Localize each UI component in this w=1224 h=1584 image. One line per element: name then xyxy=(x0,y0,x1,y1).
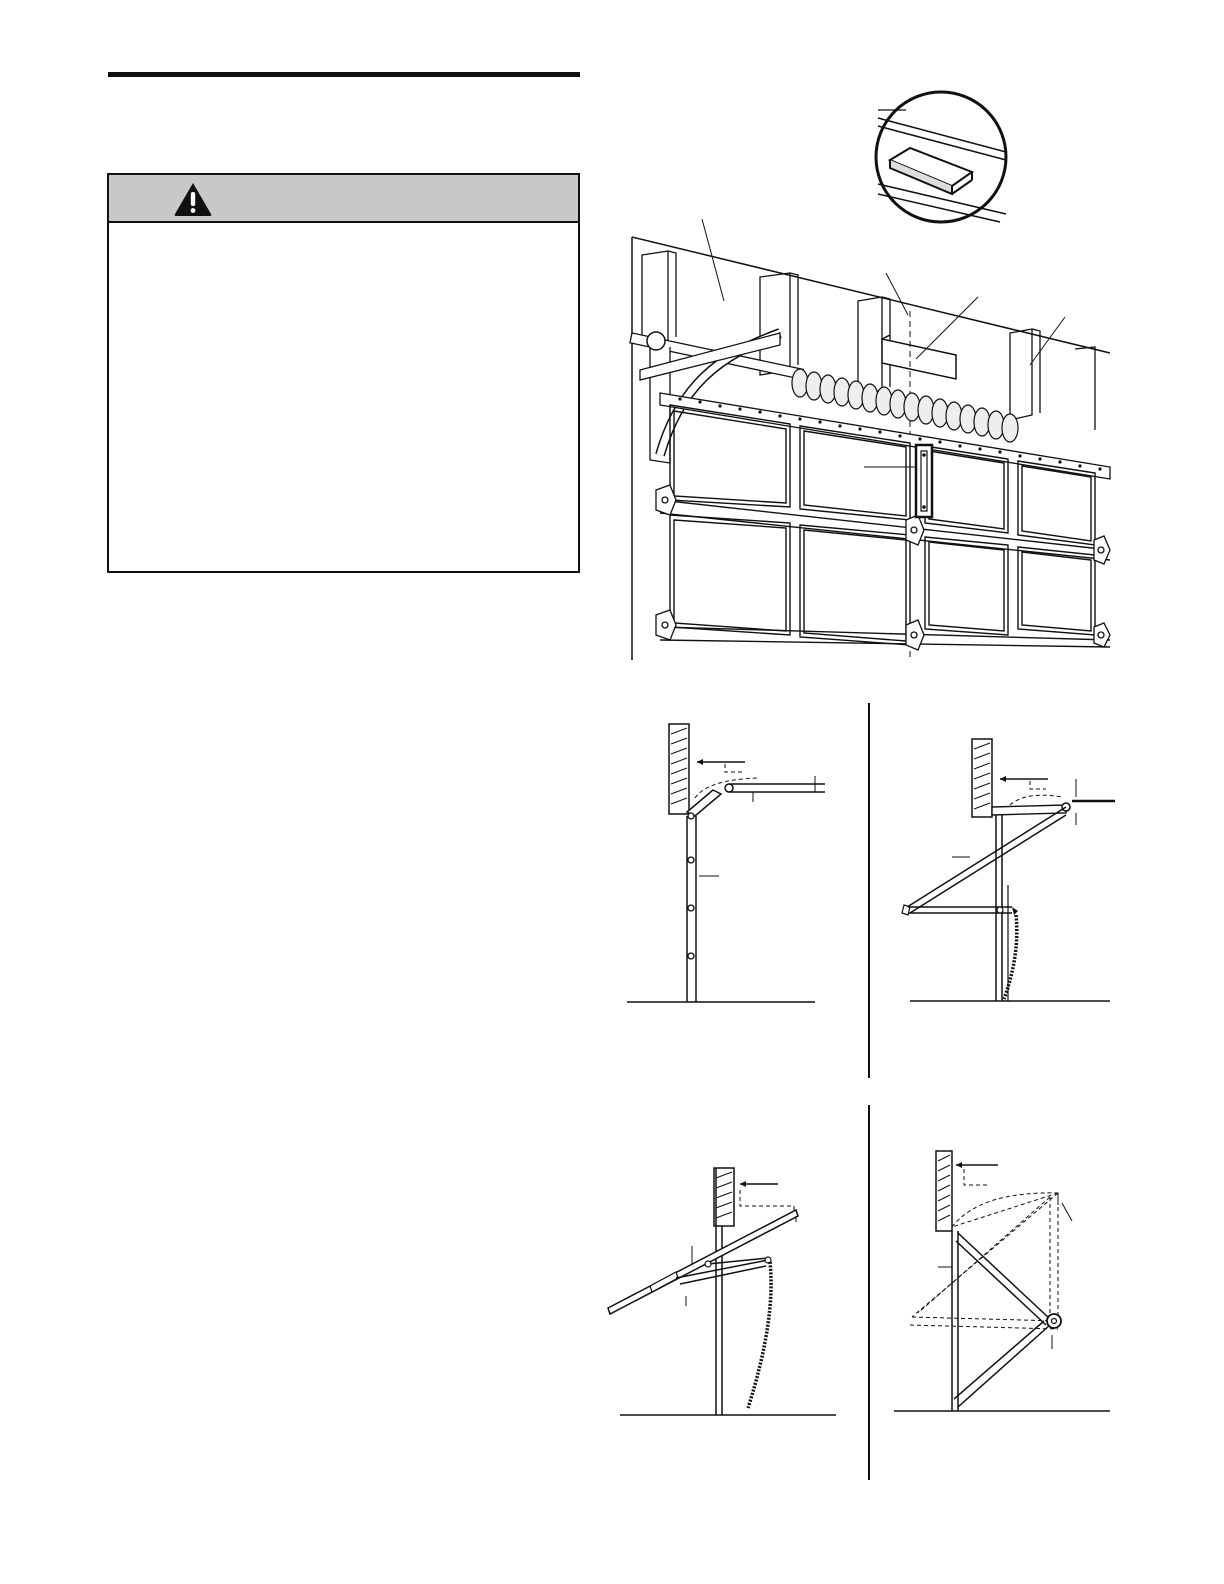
one-piece-door-trackless-profile xyxy=(890,1145,1115,1420)
figure-divider-top xyxy=(868,703,870,1078)
one-piece-door-track-profile xyxy=(900,735,1115,1010)
warning-header xyxy=(109,175,578,223)
garage-door-header-illustration xyxy=(620,215,1115,660)
sectional-door-opening-profile xyxy=(600,1160,840,1420)
warning-box xyxy=(107,173,580,573)
figure-divider-bottom xyxy=(868,1105,870,1480)
warning-triangle-icon xyxy=(173,181,213,217)
sectional-door-closed-profile xyxy=(625,720,830,1010)
section-top-rule xyxy=(108,72,580,77)
header-bracket-inset-illustration xyxy=(860,88,1020,228)
